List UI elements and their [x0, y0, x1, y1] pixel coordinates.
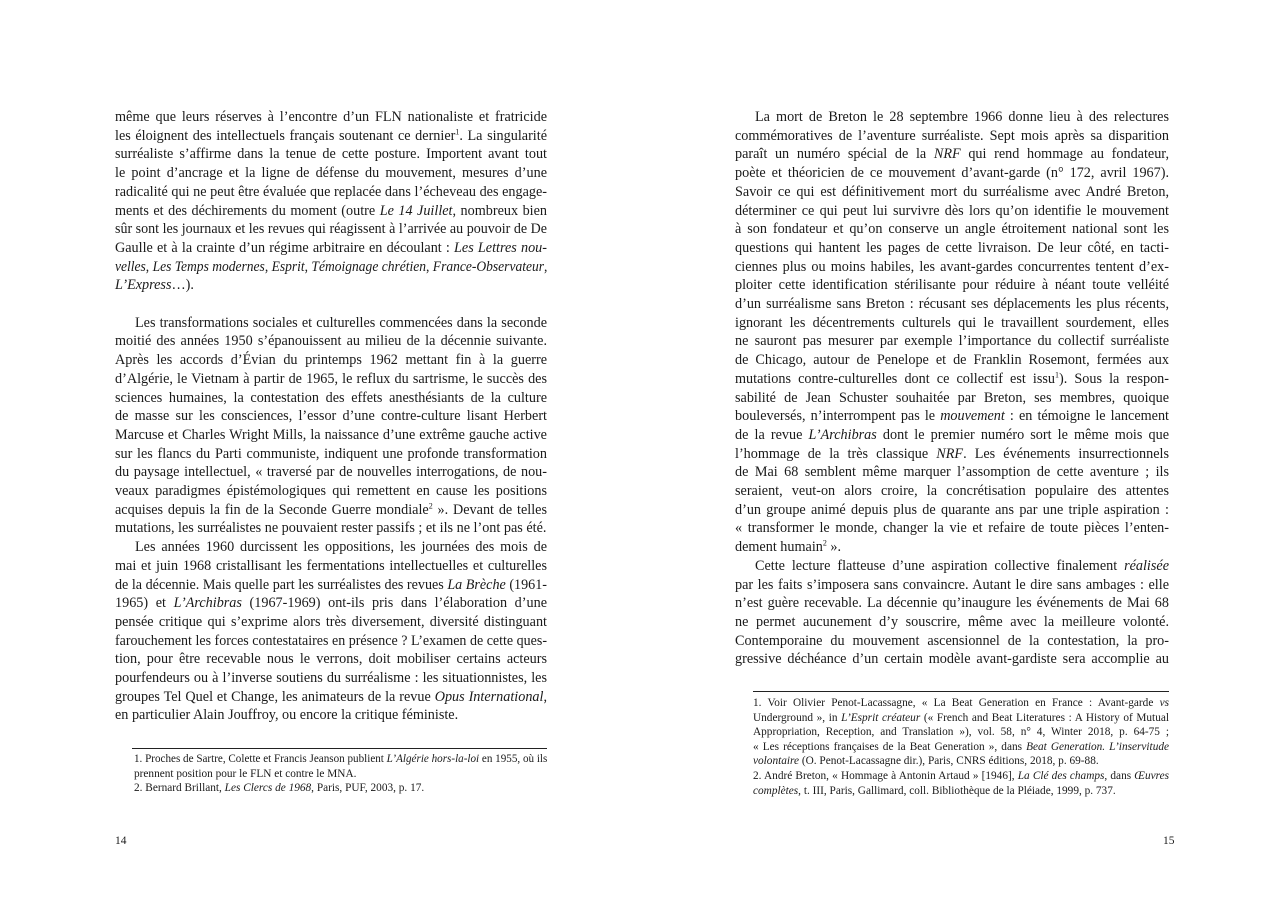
text-run: radicalité qui ne peut être évaluée que replacée dans l’écheveau des engage-: [115, 183, 547, 200]
text-run: ,: [304, 258, 312, 275]
text-line: [115, 463, 547, 482]
italic-title: L’Express: [115, 277, 172, 294]
text-run: ,: [145, 258, 153, 275]
text-run: ignorant les décentrements culturels qui le travaillent sourdement, elles: [735, 314, 1169, 331]
text-run: 1965) et: [115, 595, 174, 612]
text-line: [115, 613, 547, 632]
text-line: [735, 127, 1169, 146]
text-run: , t. III, Paris, Gallimard, coll. Bibliothèque de la Pléiade, 1999, p. 737.: [798, 784, 1116, 797]
text-run: du paysage intellectuel, « traversé par de nouvelles interrogations, de nou-: [115, 464, 547, 481]
italic-title: complètes: [753, 784, 799, 797]
footnote-ref: 2: [428, 501, 433, 511]
text-line: [735, 407, 1169, 426]
text-line: [753, 754, 1169, 769]
text-run: de masse sur les consciences, l’essor d’une contre-culture lisant Herbert: [115, 408, 547, 425]
text-line: [115, 183, 547, 202]
text-run: à son fondateur et qu’on conserve un angle étroitement national sont les: [735, 221, 1169, 238]
text-line: [115, 519, 547, 538]
left-body-text: [115, 108, 547, 725]
italic-title: NRF: [936, 445, 964, 462]
text-run: pourfendeurs ou à l’inverse soutiens du surréalisme : les situationnistes, les: [115, 670, 547, 687]
page-number: 15: [1163, 835, 1175, 847]
text-line: [735, 295, 1169, 314]
text-run: Marcuse et Charles Wright Mills, la naissance d’une extrême gauche active: [115, 426, 547, 443]
paragraph: [115, 314, 547, 538]
text-run: dement humain: [735, 539, 823, 556]
text-line: [115, 669, 547, 688]
italic-title: L’Archibras: [808, 426, 877, 443]
text-line: [735, 314, 1169, 333]
text-run: ,: [543, 688, 548, 705]
italic-title: réalisée: [1124, 557, 1169, 574]
text-line: [753, 740, 1169, 755]
text-line: [115, 426, 547, 445]
text-run: groupes Tel Quel et Change, les animateurs de la revue: [115, 688, 435, 705]
text-line: [115, 108, 547, 127]
text-run: les éloignent des intellectuels français soutenant ce dernier: [115, 127, 456, 144]
text-run: Underground », in: [753, 711, 842, 724]
text-run: de la décennie. Mais quelle part les surréalistes des revues: [115, 576, 448, 593]
text-line: [735, 202, 1169, 221]
italic-title: Opus International: [434, 688, 544, 705]
text-line: [115, 594, 547, 613]
text-line: [753, 784, 1169, 799]
text-line: [115, 501, 547, 520]
text-run: commémoratives de l’aventure surréaliste. Sept mois après sa disparition: [735, 127, 1169, 144]
text-run: Les transformations sociales et culturelles commencées dans la seconde: [135, 314, 547, 331]
footnote-ref: 2: [822, 538, 827, 548]
text-run: . Les événements insurrectionnels: [963, 445, 1169, 462]
italic-title: volontaire: [753, 755, 800, 768]
text-line: [115, 314, 547, 333]
italic-title: L’Archibras: [173, 595, 242, 612]
italic-title: velles: [115, 258, 146, 275]
paragraph: [134, 781, 547, 796]
paragraph: [735, 557, 1169, 669]
text-run: ments et des déchirements du moment (outre: [115, 202, 380, 219]
text-run: tion, pour être recevable nous le verrons, doit mobiliser certains acteurs: [115, 651, 547, 668]
italic-title: Les Lettres nou-: [454, 239, 547, 256]
text-run: dont le premier numéro sort le même mois que: [876, 426, 1169, 443]
text-run: (O. Penot-Lacassagne dir.), Paris, CNRS éditions, 2018, p. 69-88.: [799, 755, 1099, 768]
text-line: [115, 202, 547, 221]
footnote-divider: [753, 691, 1169, 692]
right-page: [641, 0, 1282, 904]
text-line: [115, 632, 547, 651]
italic-title: mouvement: [940, 408, 1005, 425]
italic-title: L’Algérie hors-la-loi: [386, 753, 480, 765]
text-run: ,: [264, 258, 272, 275]
text-line: [753, 769, 1169, 784]
text-line: [115, 370, 547, 389]
italic-title: La Brèche: [447, 576, 506, 593]
text-line: [115, 576, 547, 595]
text-run: prennent position pour le FLN et contre le MNA.: [134, 767, 357, 780]
text-run: gressive déchéance d’un certain modèle avant-gardiste sera accomplie au: [735, 651, 1169, 668]
text-run: ,: [426, 258, 433, 275]
text-line: [115, 332, 547, 351]
text-line: [115, 706, 547, 725]
text-line: [735, 276, 1169, 295]
text-line: [115, 351, 547, 370]
text-line: [115, 538, 547, 557]
text-run: d’un groupe animé depuis plus de quarante ans par une triple aspiration :: [735, 501, 1169, 518]
text-run: n’est guère recevable. La décennie qu’inaugure les événements de Mai 68: [735, 595, 1169, 612]
text-line: [753, 696, 1169, 711]
text-run: , nombreux bien: [452, 202, 547, 219]
text-line: [753, 725, 1169, 740]
text-line: [115, 239, 547, 258]
text-run: Gaulle et à la crainte d’un régime arbitraire en découlant :: [115, 239, 455, 256]
italic-title: France-Observateur: [432, 258, 545, 275]
text-run: d’Algérie, le Vietnam à partir de 1965, le reflux du sartrisme, le succès des: [115, 370, 547, 387]
text-line: [735, 258, 1169, 277]
text-line: [115, 220, 547, 239]
text-line: [735, 370, 1169, 389]
text-line: [735, 576, 1169, 595]
text-run: (1967-1969) ont-ils pris dans l’élaboration d’une: [241, 595, 547, 612]
page-number: 14: [115, 835, 127, 847]
text-line: [115, 407, 547, 426]
text-run: , Paris, PUF, 2003, p. 17.: [311, 782, 425, 795]
text-run: 2. André Breton, « Hommage à Antonin Artaud » [1946],: [753, 769, 1018, 782]
text-line: [735, 220, 1169, 239]
paragraph: [115, 538, 547, 725]
left-footnotes: [134, 752, 547, 796]
text-run: Cette lecture flatteuse d’une aspiration collective finalement: [755, 557, 1125, 574]
text-run: acquises depuis la fin de la Seconde Guerre mondiale: [115, 501, 429, 518]
text-line: [115, 389, 547, 408]
text-run: en 1955, où ils: [479, 753, 548, 765]
text-line: [735, 594, 1169, 613]
text-run: mutations, les surréalistes ne pouvaient rester passifs ; et ils ne l’ont pas été.: [115, 520, 547, 537]
text-run: 1. Proches de Sartre, Colette et Francis Jeanson publient: [134, 753, 387, 765]
text-run: pensée critique qui s’exprime alors très diversement, diversité distinguant: [115, 613, 547, 630]
text-run: ciennes plus ou moins habiles, les avant-gardes concurrentes tentent d’ex-: [735, 258, 1169, 275]
text-run: Appropriation, Reception, and Translation »), vol. 58, n° 4, Winter 2018, p. 64-75 ;: [753, 726, 1169, 739]
text-run: mutations contre-culturelles dont ce collectif est issu: [735, 370, 1056, 387]
text-line: [115, 482, 547, 501]
italic-title: Les Temps modernes: [152, 258, 265, 275]
text-run: par les faits s’imposera sans convaincre. Autant le dire sans ambages : elle: [735, 576, 1169, 593]
italic-title: vs: [1159, 697, 1169, 709]
italic-title: L’Esprit créateur: [841, 711, 921, 724]
text-line: [735, 482, 1169, 501]
text-run: même que leurs réserves à l’encontre d’un FLN nationaliste et fratricide: [115, 109, 547, 125]
italic-title: Beat Generation. L’inservitude: [1026, 740, 1170, 753]
paragraph: [115, 108, 547, 295]
text-run: ). Sous la respon-: [1059, 370, 1169, 387]
text-run: « Les réceptions françaises de la Beat Generation », dans: [753, 740, 1027, 753]
text-line: [115, 650, 547, 669]
text-run: le point d’ancrage et la ligne de défense du mouvement, mesures d’une: [115, 165, 547, 182]
text-line: [735, 164, 1169, 183]
text-run: qui rend hommage au fondateur,: [960, 146, 1170, 163]
text-line: [735, 557, 1169, 576]
footnote-divider: [132, 748, 547, 749]
text-run: l’hommage de la très classique: [735, 445, 937, 462]
text-line: [115, 276, 547, 295]
text-run: veaux paradigmes épistémologiques qui remettent en cause les positions: [115, 483, 547, 500]
text-run: ,: [544, 258, 548, 275]
text-line: [735, 538, 1169, 557]
text-run: La mort de Breton le 28 septembre 1966 donne lieu à des relectures: [755, 109, 1169, 125]
text-line: [735, 145, 1169, 164]
paragraph: [753, 696, 1169, 769]
text-line: [735, 650, 1169, 669]
text-run: . La singularité: [459, 127, 547, 144]
text-line: [735, 351, 1169, 370]
paragraph: [134, 752, 547, 781]
text-run: seraient, veut-on alors croire, la concrétisation populaire des attentes: [735, 483, 1169, 500]
text-line: [735, 463, 1169, 482]
text-line: [115, 127, 547, 146]
text-run: sabilité de Jean Schuster souhaitée par Breton, ses membres, quoique: [735, 389, 1169, 406]
paragraph: [753, 769, 1169, 798]
text-run: Après les accords d’Évian du printemps 1962 mettant fin à la guerre: [115, 352, 547, 369]
italic-title: Le 14 Juillet: [379, 202, 453, 219]
text-run: : en témoigne le lancement: [1004, 408, 1169, 425]
text-line: [115, 688, 547, 707]
text-line: [134, 752, 547, 767]
text-run: farouchement les forces contestataires en présence ? L’examen de cette ques-: [115, 632, 547, 649]
text-run: sur les flancs du Parti communiste, indiquent une profonde transformation: [115, 445, 547, 462]
text-run: sûr sont les journaux et les revues qui réagissent à l’arrivée au pouvoir de De: [115, 221, 547, 238]
text-line: [735, 389, 1169, 408]
text-run: 1. Voir Olivier Penot-Lacassagne, « La Beat Generation en France : Avant-garde: [753, 697, 1160, 709]
text-line: [134, 781, 547, 796]
text-run: de Chicago, autour de Penelope et de Franklin Rosemont, fermées aux: [735, 352, 1169, 369]
text-run: « transformer le monde, changer la vie et refaire de toute pièces l’enten-: [735, 520, 1169, 537]
text-run: ploiter cette identification stérilisante pour réduire à néant toute velléité: [735, 277, 1169, 294]
text-line: [115, 145, 547, 164]
text-line: [735, 239, 1169, 258]
text-run: moitié des années 1950 s’épanouissent au milieu de la décennie suivante.: [115, 333, 547, 350]
text-run: sciences humaines, la contestation des effets anesthésiants de la culture: [115, 389, 547, 406]
text-line: [735, 613, 1169, 632]
text-line: [735, 632, 1169, 651]
footnote-ref: 1: [455, 126, 460, 136]
text-run: ne permet aucunement d’y souscrire, même avec la meilleure volonté.: [735, 613, 1169, 630]
italic-title: Œuvres: [1134, 769, 1169, 782]
right-footnotes: [753, 696, 1169, 798]
text-run: ». Devant de telles: [432, 501, 547, 518]
text-line: [115, 258, 547, 277]
text-run: Les années 1960 durcissent les oppositions, les journées des mois de: [135, 539, 547, 556]
text-run: …).: [171, 277, 194, 294]
text-run: (1961-: [505, 576, 547, 593]
text-run: questions qui hantent les pages de cette livraison. De leur côté, en tacti-: [735, 239, 1169, 256]
text-run: de Mai 68 semblent même marquer l’assomption de cette aventure ; ils: [735, 464, 1169, 481]
text-run: en particulier Alain Jouffroy, ou encore la critique féministe.: [115, 707, 459, 724]
text-run: mai et juin 1968 cristallisant les fermentations intellectuelles et culturelles: [115, 557, 547, 574]
text-run: paraît un numéro spécial de la: [735, 146, 934, 163]
text-line: [115, 164, 547, 183]
text-line: [115, 557, 547, 576]
text-line: [753, 711, 1169, 726]
italic-title: Esprit: [271, 258, 305, 275]
text-run: ne sauront pas mesurer par exemple l’importance du collectif surréaliste: [735, 333, 1169, 350]
text-run: d’un surréalisme sans Breton : récusant ses déplacements les plus récents,: [735, 296, 1169, 313]
text-line: [735, 108, 1169, 127]
text-run: poète et théoricien de ce mouvement d’avant-garde (n° 172, avril 1967).: [735, 165, 1169, 182]
text-line: [735, 501, 1169, 520]
text-run: de la revue: [735, 426, 809, 443]
footnote-ref: 1: [1055, 370, 1060, 380]
text-line: [735, 445, 1169, 464]
text-run: ».: [826, 539, 842, 556]
italic-title: NRF: [933, 146, 961, 163]
right-body-text: [735, 108, 1169, 669]
text-line: [115, 445, 547, 464]
text-line: [735, 519, 1169, 538]
italic-title: Les Clercs de 1968: [224, 782, 312, 795]
text-run: 2. Bernard Brillant,: [134, 782, 225, 795]
text-line: [735, 183, 1169, 202]
text-run: bouleversés, n’interrompent pas le: [735, 408, 941, 425]
text-line: [735, 426, 1169, 445]
paragraph-gap: [115, 295, 547, 314]
text-run: , dans: [1104, 769, 1135, 782]
text-line: [134, 767, 547, 782]
text-run: Savoir ce qui est définitivement mort du surréalisme avec André Breton,: [735, 183, 1169, 200]
italic-title: La Clé des champs: [1017, 769, 1105, 782]
text-run: surréaliste s’affirme dans la tenue de cette posture. Importent avant tout: [115, 146, 547, 163]
text-run: déterminer ce qui peut lui survivre dès lors qu’on identifie le mouvement: [735, 202, 1169, 219]
text-run: (« French and Beat Literatures : A History of Mutual: [920, 711, 1169, 724]
text-line: [735, 332, 1169, 351]
italic-title: Témoignage chrétien: [311, 258, 427, 275]
paragraph: [735, 108, 1169, 557]
text-run: Contemporaine du mouvement ascensionnel de la contestation, la pro-: [735, 632, 1169, 649]
